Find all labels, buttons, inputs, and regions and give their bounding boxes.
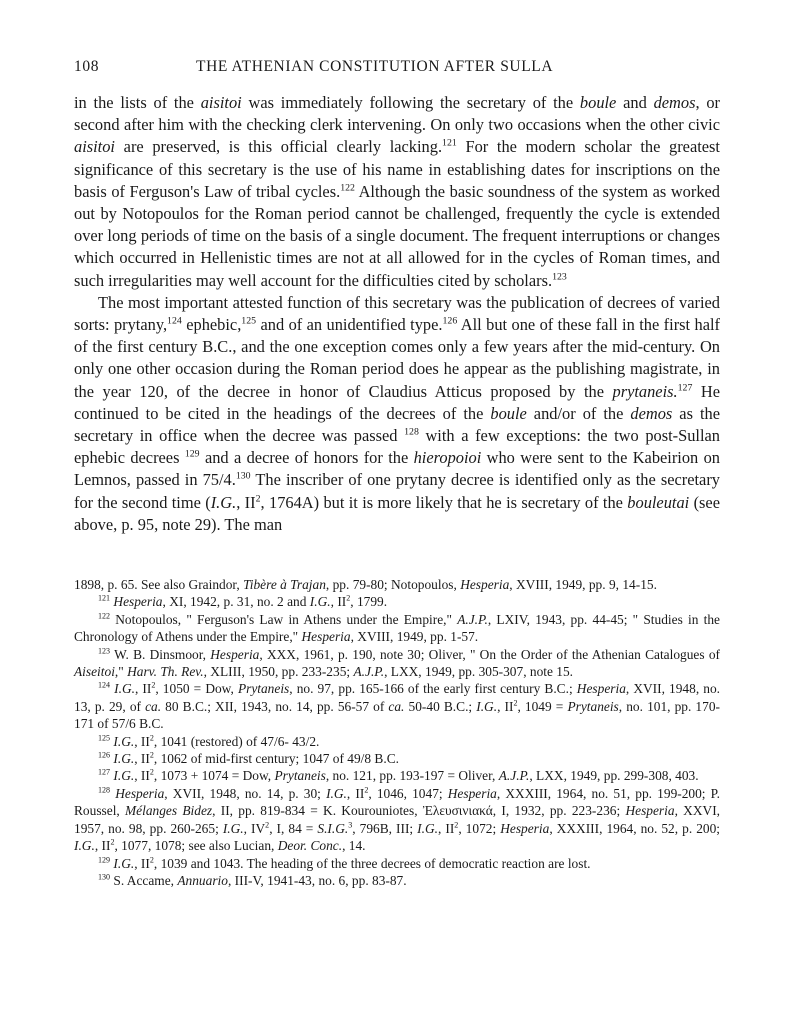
paragraph-2 bbox=[74, 292, 720, 536]
edition-sup: 2 bbox=[513, 698, 518, 708]
footnote-continuation bbox=[74, 576, 720, 593]
text-run: The most important attested function of this secretary was the publication of decrees of varied sorts: prytany, bbox=[74, 292, 720, 335]
footnote-121 bbox=[74, 593, 720, 610]
footnote-ref: 130 bbox=[235, 470, 251, 482]
term: aisitoi bbox=[74, 137, 115, 157]
journal-title: A.J.P. bbox=[353, 664, 385, 680]
text-run: , XI, 1942, p. 31, no. 2 and bbox=[162, 594, 310, 610]
citation-abbr: I.G. bbox=[326, 785, 347, 801]
era-abbr: B.C. bbox=[544, 681, 569, 697]
text-run: , 1039 and 1043. The heading of the three decrees of democratic reaction are lost. bbox=[153, 855, 591, 871]
text-run: Notopoulos, " Ferguson's Law in Athens under the Empire," bbox=[110, 611, 458, 627]
edition-sup: 2 bbox=[149, 750, 154, 760]
citation-abbr: I.G. bbox=[476, 698, 498, 714]
text-run: W. B. Dinsmoor, bbox=[110, 646, 211, 662]
term: demos bbox=[653, 93, 696, 112]
text-run: and a decree of honors for the bbox=[199, 448, 414, 468]
text-run: , II bbox=[134, 733, 150, 749]
footnote-number: 125 bbox=[98, 733, 111, 743]
citation-abbr: S.I.G. bbox=[317, 820, 349, 836]
journal-title: Hesperia bbox=[500, 820, 550, 836]
text-run: , XVII, 1948, no. 13, p. 29, of bbox=[74, 681, 720, 714]
paragraph-1 bbox=[74, 92, 720, 292]
edition-sup: 3 bbox=[348, 820, 353, 830]
running-header bbox=[74, 58, 724, 82]
journal-title: Hesperia bbox=[447, 785, 497, 801]
footnote-ref: 125 bbox=[241, 315, 257, 327]
footnote-ref: 122 bbox=[340, 182, 355, 194]
edition-sup: 2 bbox=[364, 785, 369, 795]
citation-abbr: I.G. bbox=[113, 733, 135, 749]
text-run: , 1073 + 1074 = Dow, bbox=[153, 768, 275, 784]
journal-title: A.J.P. bbox=[498, 768, 530, 784]
journal-title: Hesperia bbox=[301, 629, 351, 645]
journal-title: Harv. Th. Rev. bbox=[127, 664, 204, 680]
text-run: 50-40 bbox=[404, 698, 444, 714]
text-run: , XXX, 1961, p. 190, note 30; Oliver, " On the Order of the Athenian Catalogues of bbox=[259, 646, 720, 662]
book-title: Prytaneis bbox=[237, 681, 290, 697]
text-run: , 1062 of mid-first century; 1047 of 49/8 bbox=[153, 751, 375, 767]
book-title: Prytaneis bbox=[567, 698, 619, 714]
running-title: THE ATHENIAN CONSTITUTION AFTER SULLA bbox=[196, 58, 554, 75]
term: Aiseitoi bbox=[74, 664, 115, 680]
footnote-ref: 123 bbox=[552, 271, 567, 283]
text-run: 1898, p. 65. See also Graindor, bbox=[74, 577, 244, 592]
footnote-122 bbox=[74, 611, 720, 646]
text-run: , III-V, 1941-43, no. 6, pp. 83-87. bbox=[227, 872, 407, 888]
footnotes bbox=[74, 576, 720, 889]
text-run: as the secretary in office when the decree was passed bbox=[74, 403, 720, 446]
citation-abbr: I.G. bbox=[222, 820, 244, 836]
text-run: , XVIII, 1949, pp. 9, 14-15. bbox=[509, 577, 657, 592]
citation-abbr: I.G. bbox=[114, 681, 135, 697]
footnote-number: 121 bbox=[98, 593, 111, 603]
footnote-124 bbox=[74, 680, 720, 732]
term: boule bbox=[490, 403, 527, 423]
text-run: and/or of the bbox=[526, 403, 631, 423]
era-abbr: B.C. bbox=[182, 698, 208, 714]
text-run: , I, 84 = bbox=[269, 820, 318, 836]
book-title: Prytaneis bbox=[274, 768, 326, 784]
text-run: , II, pp. 819-834 = K. Kourouniotes, bbox=[212, 803, 423, 819]
term: bouleutai bbox=[627, 492, 690, 512]
edition-sup: 2 bbox=[149, 733, 154, 743]
text-run: , II bbox=[497, 698, 514, 714]
journal-title: Hesperia bbox=[113, 594, 163, 610]
text-run: , 1799. bbox=[350, 594, 388, 610]
page-number: 108 bbox=[74, 58, 100, 75]
text-run: , XXXIII, 1964, no. 51, pp. 199-200; P. Roussel, bbox=[74, 785, 720, 819]
journal-title: Hesperia bbox=[210, 646, 260, 662]
era-abbr: B.C. bbox=[202, 337, 233, 357]
footnote-number: 129 bbox=[98, 855, 111, 865]
footnote-number: 123 bbox=[98, 646, 111, 656]
text-run: He continued to be cited in the headings of the decrees of the bbox=[74, 381, 720, 423]
journal-title: Hesperia bbox=[115, 785, 165, 801]
text-run: ; bbox=[568, 681, 577, 697]
text-run: ; XII, 1943, no. 14, pp. 56-57 of bbox=[207, 698, 389, 714]
text-run: , 1072; bbox=[458, 820, 501, 836]
footnote-128 bbox=[74, 785, 720, 855]
main-text bbox=[74, 92, 720, 536]
citation-abbr: I.G. bbox=[309, 594, 331, 610]
book-title: Tibère à Trajan bbox=[243, 577, 326, 592]
era-abbr: B.C. bbox=[139, 716, 164, 732]
circa: ca. bbox=[388, 698, 405, 714]
citation-abbr: I.G. bbox=[113, 751, 135, 767]
edition-sup: 2 bbox=[151, 680, 156, 690]
text-run: , LXX, 1949, pp. 299-308, 403. bbox=[529, 768, 699, 784]
era-abbr: B.C. bbox=[374, 751, 399, 767]
text-run: , 14. bbox=[342, 838, 366, 854]
term: demos bbox=[630, 403, 673, 423]
text-run: , IV bbox=[243, 820, 266, 836]
footnote-123 bbox=[74, 646, 720, 681]
text-run: , no. 97, pp. 165-166 of the early first century bbox=[289, 681, 545, 697]
edition-sup: 2 bbox=[149, 768, 154, 777]
text-run: , XVII, 1948, no. 14, p. 30; bbox=[164, 785, 327, 801]
text-run: ," bbox=[114, 664, 128, 680]
citation-abbr: I.G. bbox=[113, 855, 135, 871]
book-title: Mélanges Bidez bbox=[125, 803, 213, 819]
text-run: and bbox=[616, 93, 654, 112]
journal-title: Annuario bbox=[177, 872, 228, 888]
citation-abbr: I.G. bbox=[417, 820, 438, 836]
footnote-number: 128 bbox=[98, 785, 111, 795]
text-run: , II bbox=[438, 820, 455, 836]
footnote-number: 122 bbox=[98, 611, 111, 621]
text-run: , I, 1932, pp. 223-236; bbox=[492, 803, 626, 819]
footnote-number: 130 bbox=[98, 872, 111, 882]
text-run: All but one of these fall in the first half of the first century bbox=[74, 315, 720, 357]
text-run: , and the one exception comes only a few years after the mid-century. On only one other occasion during the Roman period does he appear as the publishing magistrate, in the year 120, of the decree in honor of Claudius Atticus proposed by the bbox=[74, 337, 720, 401]
text-run: , XVIII, 1949, pp. 1-57. bbox=[350, 629, 479, 645]
text-run: , 1046, 1047; bbox=[368, 785, 448, 801]
text-run: , LXIV, 1943, pp. 44-45; " Studies in the Chronology of Athens under the Empire," bbox=[74, 611, 720, 645]
text-run: , or second after him with the checking clerk intervening. On only two occasions when the other civic bbox=[74, 93, 720, 135]
footnote-ref: 128 bbox=[404, 426, 419, 438]
text-run: (see above, p. 95, note 29). The man bbox=[74, 492, 720, 534]
text-run: who were sent to the Kabeirion on Lemnos, passed in 75/4. bbox=[74, 448, 720, 490]
footnote-130 bbox=[74, 872, 720, 889]
text-run: , II bbox=[236, 492, 256, 512]
text-run: , XXVI, 1957, no. 98, pp. 260-265; bbox=[74, 803, 720, 836]
era-abbr: B.C. bbox=[443, 698, 469, 714]
footnote-ref: 126 bbox=[442, 315, 458, 327]
footnote-126 bbox=[74, 750, 720, 767]
text-run: and of an unidentified type. bbox=[256, 315, 443, 335]
text-run: ephebic, bbox=[181, 315, 242, 335]
term: hieropoioi bbox=[413, 448, 482, 468]
text-run: , pp. 79-80; Notopoulos, bbox=[325, 577, 461, 592]
book-title: Deor. Conc. bbox=[277, 838, 343, 854]
text-run: in the lists of the bbox=[74, 93, 201, 112]
text-run: , XXXIII, 1964, no. 52, p. 200; bbox=[549, 820, 721, 836]
footnote-129 bbox=[74, 855, 720, 872]
edition-sup: 2 bbox=[110, 837, 115, 847]
edition-sup: 2 bbox=[255, 493, 261, 505]
text-run: , 796B, III; bbox=[352, 820, 418, 836]
text-run: 80 bbox=[161, 698, 183, 714]
edition-sup: 2 bbox=[346, 593, 351, 603]
citation-abbr: I.G. bbox=[113, 768, 135, 784]
citation-abbr: I.G. bbox=[210, 492, 237, 512]
footnote-number: 126 bbox=[98, 750, 111, 760]
text-run: , 1077, 1078; see also Lucian, bbox=[114, 838, 278, 854]
text-run: , II bbox=[134, 855, 150, 871]
journal-title: Hesperia bbox=[460, 577, 510, 592]
citation-abbr: I.G. bbox=[74, 838, 95, 854]
text-run: , no. 121, pp. 193-197 = Oliver, bbox=[325, 768, 499, 784]
text-run: , II bbox=[330, 594, 347, 610]
text-run: Although the basic soundness of the system as worked out by Notopoulos for the Roman period cannot be challenged, frequently the cycle is extended over long periods of time on the basis of a single document. The frequent interruptions or changes which occurred in Hellenistic times are not at all allowed for in the cycles of Roman times, and such irregularities may well account for the difficulties cited by scholars. bbox=[74, 181, 720, 290]
text-run: with a few exceptions: the two post-Sullan ephebic decrees bbox=[74, 426, 720, 468]
footnote-ref: 121 bbox=[442, 137, 457, 149]
term: prytaneis. bbox=[612, 381, 678, 401]
footnote-number: 127 bbox=[98, 768, 111, 777]
text-run: S. Accame, bbox=[110, 872, 178, 888]
text-run: are preserved, is this official clearly lacking. bbox=[115, 137, 443, 157]
text-run: , II bbox=[94, 838, 111, 854]
text-run: , 1050 = Dow, bbox=[155, 681, 238, 697]
text-run: , XLIII, 1950, pp. 233-235; bbox=[203, 664, 354, 680]
journal-title: Hesperia bbox=[576, 681, 626, 697]
text-run: For the modern scholar the greatest significance of this secretary is the use of his name in establishing dates for inscriptions on the basis of Ferguson's Law of tribal cycles. bbox=[74, 137, 720, 201]
footnote-ref: 127 bbox=[677, 382, 693, 394]
text-run: The inscriber of one prytany decree is identified only as the secretary for the second time ( bbox=[74, 470, 720, 512]
journal-title: Hesperia bbox=[625, 803, 675, 819]
text-run: , 1041 (restored) of 47/6- 43/2. bbox=[153, 733, 320, 749]
footnote-125 bbox=[74, 733, 720, 750]
term: aisitoi bbox=[200, 93, 242, 112]
text-run: , 1049 = bbox=[517, 698, 568, 714]
term: boule bbox=[579, 93, 617, 112]
journal-title: A.J.P. bbox=[457, 611, 488, 627]
text-run: , 1764A) but it is more likely that he is secretary of the bbox=[260, 492, 628, 512]
text-run: , LXX, 1949, pp. 305-307, note 15. bbox=[384, 664, 574, 680]
text-run: , II bbox=[134, 681, 152, 697]
text-run: , II bbox=[134, 768, 150, 784]
text-run: , II bbox=[134, 751, 150, 767]
text-run: , II bbox=[346, 785, 365, 801]
greek-title: Ἐλευσινιακά bbox=[422, 803, 493, 819]
circa: ca. bbox=[145, 698, 162, 714]
edition-sup: 2 bbox=[265, 820, 270, 830]
edition-sup: 2 bbox=[454, 820, 459, 830]
text-run: , no. 101, pp. 170-171 of 57/6 bbox=[74, 698, 720, 732]
edition-sup: 2 bbox=[149, 855, 154, 865]
footnote-number: 124 bbox=[98, 680, 111, 690]
footnote-ref: 129 bbox=[184, 448, 200, 460]
footnote-ref: 124 bbox=[167, 315, 182, 327]
footnote-127 bbox=[74, 767, 720, 784]
text-run: was immediately following the secretary of the bbox=[241, 93, 580, 112]
text-run: ; bbox=[468, 698, 477, 714]
